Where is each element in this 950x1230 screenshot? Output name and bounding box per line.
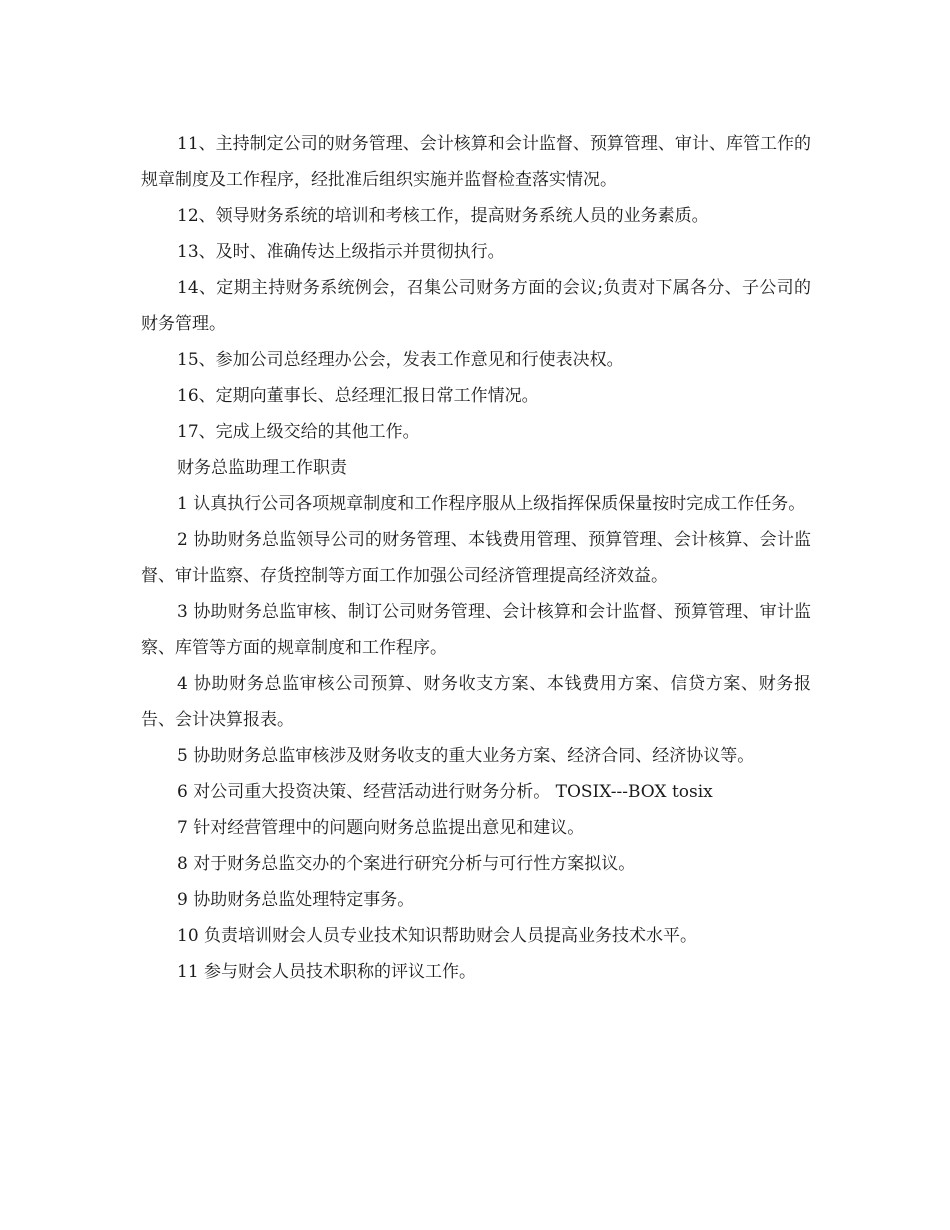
- paragraph: 15、参加公司总经理办公会，发表工作意见和行使表决权。: [177, 350, 624, 370]
- section-heading: 财务总监助理工作职责: [177, 458, 347, 478]
- paragraph: 11、主持制定公司的财务管理、会计核算和会计监督、预算管理、审计、库管工作的规章制度及工作程序，经批准后组织实施并监督检查落实情况。: [141, 134, 811, 190]
- paragraph: 10 负责培训财会人员专业技术知识帮助财会人员提高业务技术水平。: [177, 926, 698, 946]
- paragraph: 12、领导财务系统的培训和考核工作，提高财务系统人员的业务素质。: [177, 206, 709, 226]
- paragraph: 17、完成上级交给的其他工作。: [177, 422, 420, 442]
- paragraph: 8 对于财务总监交办的个案进行研究分析与可行性方案拟议。: [177, 854, 636, 874]
- paragraph: 7 针对经营管理中的问题向财务总监提出意见和建议。: [177, 818, 585, 838]
- paragraph: 1 认真执行公司各项规章制度和工作程序服从上级指挥保质保量按时完成工作任务。: [177, 494, 806, 514]
- paragraph: 9 协助财务总监处理特定事务。: [177, 890, 415, 910]
- paragraph: 2 协助财务总监领导公司的财务管理、本钱费用管理、预算管理、会计核算、会计监督、审计监察、存货控制等方面工作加强公司经济管理提高经济效益。: [141, 530, 811, 586]
- paragraph: 5 协助财务总监审核涉及财务收支的重大业务方案、经济合同、经济协议等。: [177, 746, 755, 766]
- paragraph: 3 协助财务总监审核、制订公司财务管理、会计核算和会计监督、预算管理、审计监察、库管等方面的规章制度和工作程序。: [141, 602, 811, 658]
- paragraph: 11 参与财会人员技术职称的评议工作。: [177, 962, 477, 982]
- paragraph: 16、定期向董事长、总经理汇报日常工作情况。: [177, 386, 539, 406]
- document-body: [141, 126, 811, 990]
- paragraph: 6 对公司重大投资决策、经营活动进行财务分析。 TOSIX---BOX tosix: [177, 782, 713, 802]
- paragraph: 4 协助财务总监审核公司预算、财务收支方案、本钱费用方案、信贷方案、财务报告、会计决算报表。: [141, 674, 811, 730]
- paragraph: 14、定期主持财务系统例会，召集公司财务方面的会议;负责对下属各分、子公司的财务管理。: [141, 278, 811, 334]
- paragraph: 13、及时、准确传达上级指示并贯彻执行。: [177, 242, 505, 262]
